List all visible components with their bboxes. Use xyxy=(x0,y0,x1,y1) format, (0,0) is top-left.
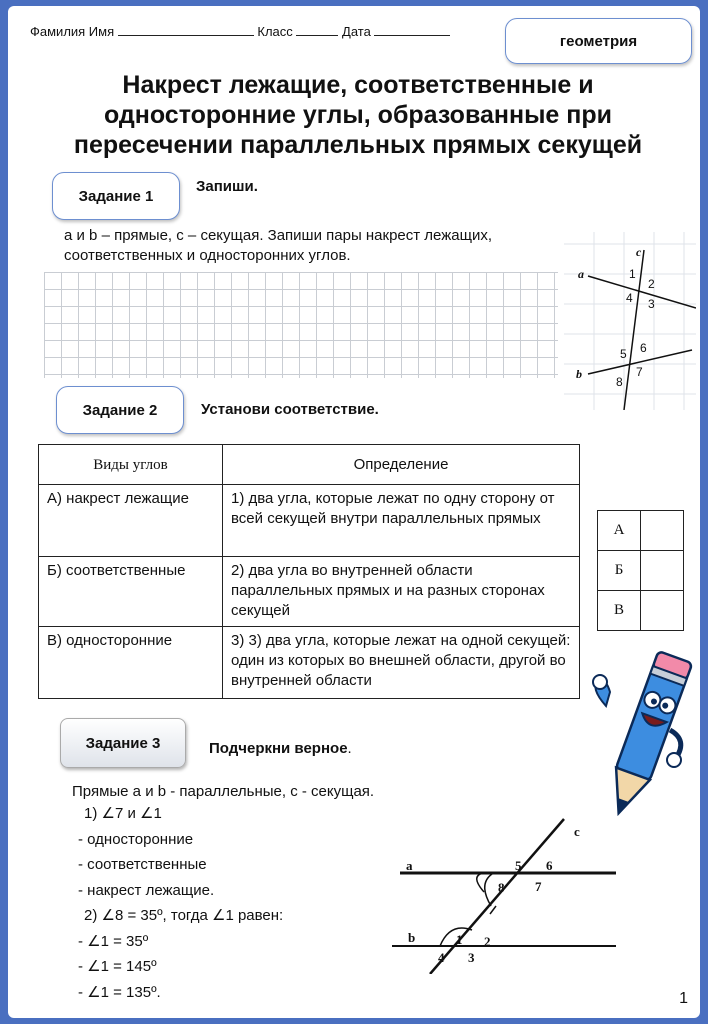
fig1-angle-6: 6 xyxy=(640,341,647,355)
answer-cell-a[interactable] xyxy=(641,511,684,551)
task2-instruction: Установи соответствие. xyxy=(201,401,379,418)
fig3-angle-6: 6 xyxy=(546,858,553,873)
date-blank xyxy=(374,35,450,36)
surname-label: Фамилия Имя xyxy=(30,24,115,39)
fig1-angle-7: 7 xyxy=(636,365,643,379)
fig1-label-c: c xyxy=(636,245,642,259)
option-35[interactable]: - ∠1 = 35º xyxy=(78,932,149,950)
matching-row xyxy=(39,627,580,699)
fig3-angle-3: 3 xyxy=(468,950,475,965)
line-a xyxy=(588,276,696,308)
task3-intro: Прямые a и b - параллельные, с - секущая. xyxy=(72,783,375,800)
task2-label: Задание 2 xyxy=(56,386,184,434)
matching-table xyxy=(38,444,580,699)
answer-cell-b[interactable] xyxy=(641,551,684,591)
fig1-angle-3: 3 xyxy=(648,297,655,311)
matching-header-row xyxy=(39,445,580,485)
fig1-label-b: b xyxy=(576,367,582,381)
fig3-angle-8: 8 xyxy=(498,880,505,895)
answer-letter-c: В xyxy=(598,591,641,631)
task3-instruction: Подчеркни верное xyxy=(209,740,348,757)
answer-letter-a: А xyxy=(598,511,641,551)
fig1-angle-8: 8 xyxy=(616,375,623,389)
writing-grid xyxy=(44,272,558,378)
task3-instruction-line: Подчеркни верное. xyxy=(209,740,352,757)
fig3-angle-4: 4 xyxy=(438,950,445,965)
task1-figure xyxy=(564,232,696,410)
header-kinds: Виды углов xyxy=(39,445,223,485)
kind-a: А) накрест лежащие xyxy=(39,485,223,557)
fig3-angle-1: 1 xyxy=(456,932,463,947)
option-145[interactable]: - ∠1 = 145º xyxy=(78,958,157,975)
kind-b: Б) соответственные xyxy=(39,557,223,627)
page-number: 1 xyxy=(679,990,688,1007)
fig3-angle-5: 5 xyxy=(515,858,522,873)
fig3-label-a: a xyxy=(406,858,413,873)
pencil-mascot-icon xyxy=(584,648,696,826)
option-corresponding[interactable]: - соответственные xyxy=(78,856,207,873)
line-c xyxy=(430,819,564,974)
task3-options xyxy=(78,801,283,1005)
fig1-angle-2: 2 xyxy=(648,277,655,291)
option-alternate[interactable]: - накрест лежащие. xyxy=(78,881,215,899)
matching-row xyxy=(39,485,580,557)
fig3-angle-7: 7 xyxy=(535,879,542,894)
subject-badge: геометрия xyxy=(505,18,692,64)
answer-cell-c[interactable] xyxy=(641,591,684,631)
fig1-label-a: a xyxy=(578,267,584,281)
fig3-angle-2: 2 xyxy=(484,934,491,949)
date-label: Дата xyxy=(342,24,371,39)
header-definition: Определение xyxy=(223,445,580,485)
option-one-sided[interactable]: - односторонние xyxy=(78,830,194,848)
answer-table xyxy=(597,510,684,631)
figure-grid xyxy=(564,232,696,410)
definition-1: 1) два угла, которые лежат по одну сторону от всей секущей внутри параллельных прямых xyxy=(223,485,580,557)
task3-label: Задание 3 xyxy=(60,718,186,768)
matching-row xyxy=(39,557,580,627)
fig1-angle-5: 5 xyxy=(620,347,627,361)
fig1-angle-1: 1 xyxy=(629,267,636,281)
class-label: Класс xyxy=(257,24,293,39)
surname-blank xyxy=(118,35,254,36)
task1-instruction: Запиши. xyxy=(196,178,258,195)
page-title: Накрест лежащие, соответственные и односторонние углы, образованные при пересечении параллельных прямых секущей xyxy=(73,71,643,159)
worksheet-page xyxy=(8,6,700,1018)
task1-label: Задание 1 xyxy=(52,172,180,220)
fig3-label-c: c xyxy=(574,824,580,839)
student-info-line xyxy=(30,24,450,39)
task3-figure xyxy=(388,814,618,974)
option-135[interactable]: - ∠1 = 135º. xyxy=(78,983,161,1001)
fig1-angle-4: 4 xyxy=(626,291,633,305)
class-blank xyxy=(296,35,338,36)
question-1: 1) ∠7 и ∠1 xyxy=(84,805,162,822)
task1-text: a и b – прямые, c – секущая. Запиши пары накрест лежащих, соответственных и односторонних углов. xyxy=(64,227,492,264)
kind-c: В) односторонние xyxy=(39,627,223,699)
question-2: 2) ∠8 = 35º, тогда ∠1 равен: xyxy=(84,907,284,924)
fig3-label-b: b xyxy=(408,930,416,945)
answer-letter-b: Б xyxy=(598,551,641,591)
definition-3: 3) 3) два угла, которые лежат на одной секущей: один из которых во внешней области, другой во внутренней области xyxy=(223,627,580,699)
definition-2: 2) два угла во внутренней области параллельных прямых и на разных сторонах секущей xyxy=(223,557,580,627)
